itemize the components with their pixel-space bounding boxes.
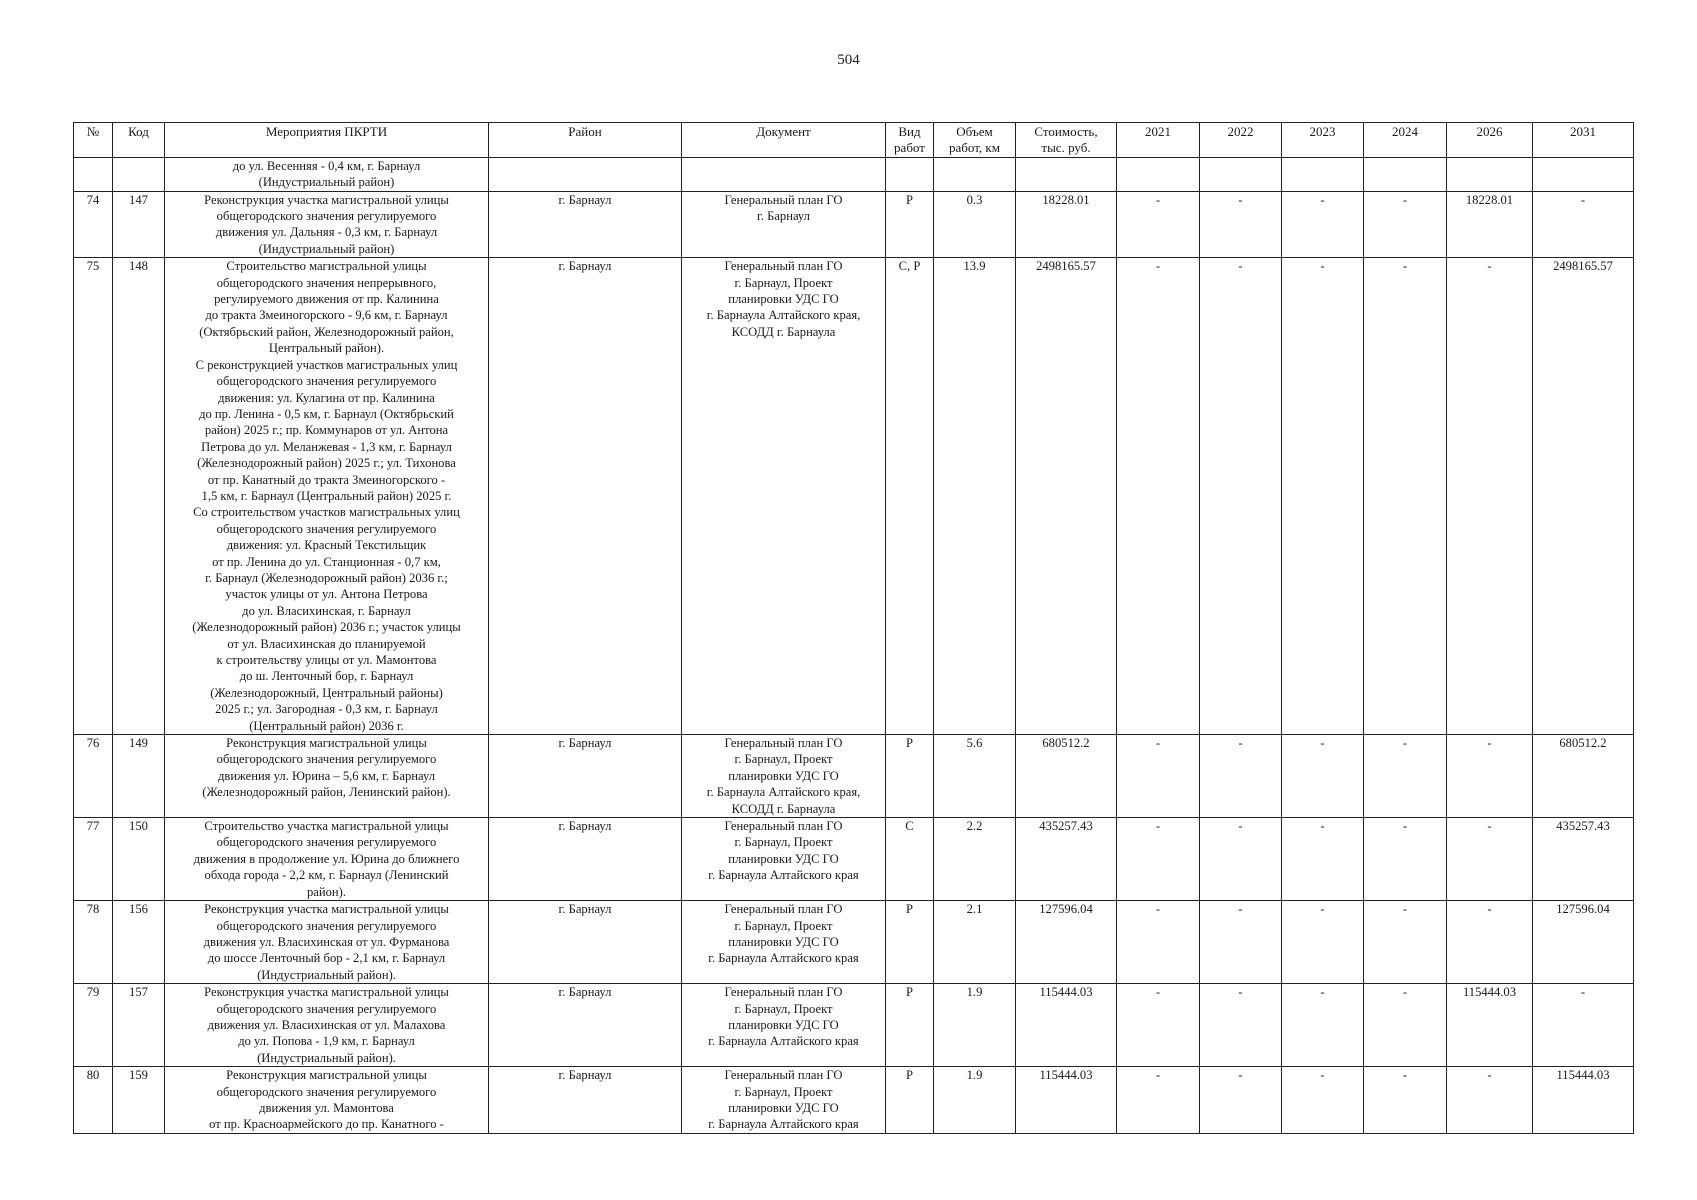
cell-2022: - [1200,1067,1282,1134]
header-2021: 2021 [1117,123,1200,158]
cell-event: Строительство магистральной улицы общегородского значения непрерывного, регулируемого движения от пр. Калинина до тракта Змеиногорского - 9,6 км, г. Барнаул (Октябрьский район, Железнодорожный район, Центральный район). С реконструкцией участков магистральных улиц общегородского значения регулируемого движения: ул. Кулагина от пр. Калинина до пр. Ленина - 0,5 км, г. Барнаул (Октябрьский район) 2025 г.; пр. Коммунаров от ул. Антона Петрова до ул. Меланжевая - 1,3 км, г. Барнаул (Железнодорожный район) 2025 г.; ул. Тихонова от пр. Канатный до тракта Змеиногорского - 1,5 км, г. Барнаул (Центральный район) 2025 г. Со строительством участков магистральных улиц общегородского значения регулируемого движения: ул. Красный Текстильщик от пр. Ленина до ул. Станционная - 0,7 км, г. Барнаул (Железнодорожный район) 2036 г.; участок улицы от ул. Антона Петрова до ул. Власихинская, г. Барнаул (Железнодорожный район) 2036 г.; участок улицы от ул. Власихинская до планируемой к строительству улицы от ул. Мамонтова до ш. Ленточный бор, г. Барнаул (Железнодорожный, Центральный районы) 2025 г.; ул. Загородная - 0,3 км, г. Барнаул (Центральный район) 2036 г. [165,258,489,735]
cell-work-type: Р [886,735,934,818]
table-row [74,735,1634,818]
cell-district: г. Барнаул [489,1067,682,1134]
cell-work-type: Р [886,984,934,1067]
cell-document: Генеральный план ГО г. Барнаул, Проект планировки УДС ГО г. Барнаула Алтайского края, КСОДД г. Барнаула [682,735,886,818]
cell-event: Реконструкция участка магистральной улицы общегородского значения регулируемого движения ул. Власихинская от ул. Фурманова до шоссе Ленточный бор - 2,1 км, г. Барнаул (Индустриальный район). [165,901,489,984]
cell-2026: - [1447,818,1533,901]
cell-volume: 1.9 [934,1067,1016,1134]
cell-2024: - [1364,1067,1447,1134]
cell-2026: 18228.01 [1447,191,1533,258]
table-row [74,984,1634,1067]
cell-2022: - [1200,901,1282,984]
cell-district: г. Барнаул [489,984,682,1067]
cell-2024: - [1364,818,1447,901]
cell-work-type: Р [886,191,934,258]
cell-code: 156 [113,901,165,984]
cell-work-type: Р [886,1067,934,1134]
cell-num: 76 [74,735,113,818]
cell-volume: 13.9 [934,258,1016,735]
cell-2021: - [1117,984,1200,1067]
header-2031: 2031 [1533,123,1634,158]
cell-document: Генеральный план ГО г. Барнаул, Проект планировки УДС ГО г. Барнаула Алтайского края, КСОДД г. Барнаула [682,258,886,735]
cell-num: 75 [74,258,113,735]
table-row [74,1067,1634,1134]
cell-2024: - [1364,191,1447,258]
cell-2031: 2498165.57 [1533,258,1634,735]
cell-num: 78 [74,901,113,984]
table-row [74,258,1634,735]
cell-cost: 680512.2 [1016,735,1117,818]
cell-code: 159 [113,1067,165,1134]
cell-document [682,157,886,191]
cell-work-type [886,157,934,191]
cell-cost: 115444.03 [1016,1067,1117,1134]
cell-num: 80 [74,1067,113,1134]
cell-num: 74 [74,191,113,258]
cell-2021: - [1117,901,1200,984]
cell-2021 [1117,157,1200,191]
cell-2021: - [1117,191,1200,258]
cell-code: 157 [113,984,165,1067]
cell-2024: - [1364,258,1447,735]
header-2024: 2024 [1364,123,1447,158]
cell-work-type: С, Р [886,258,934,735]
header-num: № [74,123,113,158]
cell-district: г. Барнаул [489,901,682,984]
cell-2031: - [1533,191,1634,258]
header-document: Документ [682,123,886,158]
header-cost: Стоимость, тыс. руб. [1016,123,1117,158]
table-row [74,818,1634,901]
cell-event: до ул. Весенняя - 0,4 км, г. Барнаул (Индустриальный район) [165,157,489,191]
cell-district: г. Барнаул [489,735,682,818]
cell-volume [934,157,1016,191]
table-header-row [74,123,1634,158]
pkrti-table [73,122,1634,1134]
cell-cost [1016,157,1117,191]
cell-2026: - [1447,735,1533,818]
cell-volume: 0.3 [934,191,1016,258]
cell-2021: - [1117,1067,1200,1134]
cell-2021: - [1117,735,1200,818]
header-volume: Объем работ, км [934,123,1016,158]
page-number: 504 [837,52,860,68]
cell-volume: 5.6 [934,735,1016,818]
cell-2022 [1200,157,1282,191]
cell-event: Реконструкция участка магистральной улицы общегородского значения регулируемого движения ул. Дальняя - 0,3 км, г. Барнаул (Индустриальный район) [165,191,489,258]
cell-event: Реконструкция участка магистральной улицы общегородского значения регулируемого движения ул. Власихинская от ул. Малахова до ул. Попова - 1,9 км, г. Барнаул (Индустриальный район). [165,984,489,1067]
cell-2026: - [1447,258,1533,735]
cell-district: г. Барнаул [489,818,682,901]
cell-work-type: Р [886,901,934,984]
cell-2023: - [1282,984,1364,1067]
cell-event: Реконструкция магистральной улицы общегородского значения регулируемого движения ул. Мамонтова от пр. Красноармейского до пр. Канатного - [165,1067,489,1134]
table-row [74,157,1634,191]
cell-volume: 2.1 [934,901,1016,984]
cell-event: Реконструкция магистральной улицы общегородского значения регулируемого движения ул. Юрина – 5,6 км, г. Барнаул (Железнодорожный район, Ленинский район). [165,735,489,818]
cell-document: Генеральный план ГО г. Барнаул, Проект планировки УДС ГО г. Барнаула Алтайского края [682,901,886,984]
cell-2026: - [1447,901,1533,984]
cell-2022: - [1200,735,1282,818]
cell-cost: 2498165.57 [1016,258,1117,735]
cell-2031: 127596.04 [1533,901,1634,984]
cell-code: 150 [113,818,165,901]
cell-2023: - [1282,191,1364,258]
cell-2031 [1533,157,1634,191]
cell-district: г. Барнаул [489,191,682,258]
cell-2023: - [1282,1067,1364,1134]
cell-2023: - [1282,818,1364,901]
cell-num [74,157,113,191]
cell-2022: - [1200,191,1282,258]
cell-document: Генеральный план ГО г. Барнаул, Проект планировки УДС ГО г. Барнаула Алтайского края [682,984,886,1067]
cell-code: 149 [113,735,165,818]
cell-2022: - [1200,818,1282,901]
header-2026: 2026 [1447,123,1533,158]
cell-num: 79 [74,984,113,1067]
cell-2021: - [1117,258,1200,735]
cell-2026: 115444.03 [1447,984,1533,1067]
cell-district: г. Барнаул [489,258,682,735]
cell-2023 [1282,157,1364,191]
cell-2022: - [1200,258,1282,735]
cell-event: Строительство участка магистральной улицы общегородского значения регулируемого движения в продолжение ул. Юрина до ближнего обхода города - 2,2 км, г. Барнаул (Ленинский район). [165,818,489,901]
cell-2021: - [1117,818,1200,901]
cell-2031: 435257.43 [1533,818,1634,901]
header-work-type: Вид работ [886,123,934,158]
cell-code: 148 [113,258,165,735]
cell-2024: - [1364,735,1447,818]
cell-2026 [1447,157,1533,191]
header-district: Район [489,123,682,158]
cell-cost: 18228.01 [1016,191,1117,258]
cell-2023: - [1282,901,1364,984]
table-row [74,901,1634,984]
header-2023: 2023 [1282,123,1364,158]
cell-2022: - [1200,984,1282,1067]
cell-volume: 2.2 [934,818,1016,901]
cell-2023: - [1282,735,1364,818]
cell-2024: - [1364,901,1447,984]
table-row [74,191,1634,258]
cell-2031: 680512.2 [1533,735,1634,818]
cell-code: 147 [113,191,165,258]
cell-2024: - [1364,984,1447,1067]
cell-cost: 435257.43 [1016,818,1117,901]
cell-district [489,157,682,191]
cell-volume: 1.9 [934,984,1016,1067]
header-event: Мероприятия ПКРТИ [165,123,489,158]
cell-cost: 115444.03 [1016,984,1117,1067]
cell-document: Генеральный план ГО г. Барнаул [682,191,886,258]
cell-2024 [1364,157,1447,191]
cell-document: Генеральный план ГО г. Барнаул, Проект планировки УДС ГО г. Барнаула Алтайского края [682,818,886,901]
cell-2031: 115444.03 [1533,1067,1634,1134]
cell-num: 77 [74,818,113,901]
header-code: Код [113,123,165,158]
cell-document: Генеральный план ГО г. Барнаул, Проект планировки УДС ГО г. Барнаула Алтайского края [682,1067,886,1134]
cell-2023: - [1282,258,1364,735]
cell-2031: - [1533,984,1634,1067]
cell-cost: 127596.04 [1016,901,1117,984]
header-2022: 2022 [1200,123,1282,158]
cell-code [113,157,165,191]
cell-work-type: С [886,818,934,901]
cell-2026: - [1447,1067,1533,1134]
